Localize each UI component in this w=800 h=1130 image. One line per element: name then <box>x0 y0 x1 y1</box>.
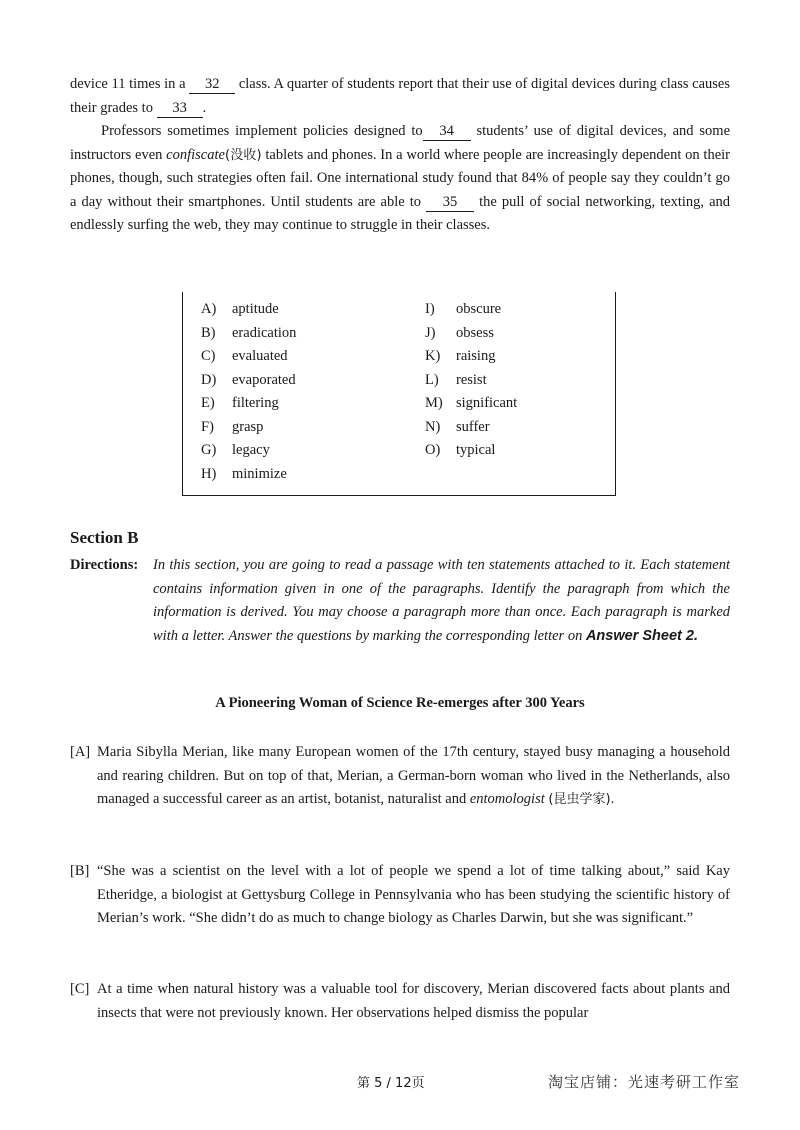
chinese-gloss: (昆虫学家). <box>548 792 615 807</box>
option-word: resist <box>456 371 487 388</box>
word-bank-box <box>182 292 616 496</box>
article-title: A Pioneering Woman of Science Re-emerges after 300 Years <box>215 695 585 711</box>
paragraph-tag: [A] <box>70 744 91 760</box>
option-n <box>425 416 517 440</box>
passage-paragraph-2 <box>70 120 730 238</box>
option-a <box>201 298 296 322</box>
answer-sheet-reference: Answer Sheet 2. <box>585 627 698 644</box>
option-letter: D) <box>201 371 217 388</box>
option-word: evaluated <box>232 348 288 364</box>
option-word: aptitude <box>232 301 279 317</box>
option-j <box>425 322 517 346</box>
option-o <box>425 439 517 463</box>
option-letter: H) <box>201 465 217 482</box>
blank-35: 35 <box>426 193 474 212</box>
passage-paragraph-1 <box>70 73 730 120</box>
option-letter: C) <box>201 348 216 364</box>
word-bank-left-column <box>201 298 296 486</box>
option-word: suffer <box>456 418 490 435</box>
article-paragraph-b <box>70 860 730 931</box>
option-h <box>201 463 296 487</box>
text-run: Professors sometimes implement policies designed to <box>101 123 423 139</box>
option-word: grasp <box>232 418 264 435</box>
option-word: filtering <box>232 395 279 411</box>
text-run: Maria Sibylla Merian, like many European women of the 17th century, stayed busy managing a household and rearing children. But on top of that, Merian, a German-born woman who lived in the Netherlands, also managed a successful career as an artist, botanist, naturalist and <box>97 744 730 807</box>
text-run: tablets and phones. In a world where people are increasingly dependent on their phones, though, such strategies often fail. One international study found that 84% of people say they couldn’t go a day without their smartphones. Until students are able to <box>70 146 730 210</box>
option-word: raising <box>456 348 496 364</box>
option-k <box>425 345 517 369</box>
option-word: eradication <box>232 324 297 341</box>
shop-watermark: 淘宝店铺：光速考研工作室 <box>548 1073 741 1091</box>
option-letter: J) <box>425 324 436 341</box>
blank-33: 33 <box>157 99 203 118</box>
option-word: legacy <box>232 442 270 458</box>
option-word: obsess <box>456 324 494 341</box>
option-word: typical <box>456 442 496 458</box>
option-g <box>201 439 296 463</box>
option-letter: G) <box>201 442 217 458</box>
text-run: . <box>202 99 207 116</box>
paragraph-body <box>97 741 730 812</box>
text-run: class. A quarter of students report that their use of digital devices during class causes their grades to <box>70 76 731 116</box>
option-word: significant <box>456 395 518 411</box>
option-l <box>425 369 517 393</box>
paragraph-tag: [C] <box>70 981 90 997</box>
option-letter: L) <box>425 371 439 388</box>
page-footer <box>0 1072 800 1096</box>
page-number: 第 5 / 12页 <box>357 1076 425 1091</box>
article-paragraph-a <box>70 741 730 812</box>
chinese-gloss: (没收) <box>224 147 262 163</box>
option-word: minimize <box>232 465 287 482</box>
option-b <box>201 322 296 346</box>
option-letter: E) <box>201 395 215 411</box>
word-bank-right-column <box>425 298 517 463</box>
paragraph-tag: [B] <box>70 863 90 879</box>
option-letter: M) <box>425 395 443 411</box>
text-run: students’ use of digital devices, and some instructors even <box>70 123 731 163</box>
option-letter: A) <box>201 301 217 317</box>
option-letter: B) <box>201 324 216 341</box>
article-paragraph-c <box>70 978 730 1025</box>
text-run: device 11 times in a <box>70 76 186 92</box>
directions-label: Directions: <box>70 557 139 573</box>
option-letter: I) <box>425 301 435 317</box>
option-word: obscure <box>456 301 502 317</box>
paragraph-body: At a time when natural history was a valuable tool for discovery, Merian discovered facts about plants and insects that were not previously known. Her observations helped dismiss the popular <box>97 981 730 1021</box>
option-letter: N) <box>425 418 441 435</box>
option-f <box>201 416 296 440</box>
option-d <box>201 369 296 393</box>
blank-34: 34 <box>423 122 471 141</box>
blank-32: 32 <box>189 75 235 94</box>
text-run: the pull of social networking, texting, and endlessly surfing the web, they may continue to struggle in their classes. <box>70 193 731 233</box>
term-entomologist: entomologist <box>469 791 545 807</box>
paragraph-body: “She was a scientist on the level with a lot of people we spend a lot of time talking about,” said Kay Etheridge, a biologist at Gettysburg College in Pennsylvania who has been studying the scientific history of Merian’s work. “She didn’t do as much to change biology as Charles Darwin, but she was significant.” <box>97 863 730 926</box>
section-title: Section B <box>70 528 139 547</box>
option-letter: F) <box>201 418 214 435</box>
directions-body: In this section, you are going to read a passage with ten statements attached to it. Each statement contains information given in one of the paragraphs. Identify the paragraph from which the information is derived. You may choose a paragraph more than once. Each paragraph is marked with a letter. Answer the questions by marking the corresponding letter on <box>153 557 730 644</box>
option-letter: O) <box>425 442 441 458</box>
option-letter: K) <box>425 348 441 364</box>
term-confiscate: confiscate <box>166 146 225 163</box>
option-m <box>425 392 517 416</box>
option-i <box>425 298 517 322</box>
option-e <box>201 392 296 416</box>
option-c <box>201 345 296 369</box>
directions-text <box>153 554 730 648</box>
option-word: evaporated <box>232 371 296 388</box>
